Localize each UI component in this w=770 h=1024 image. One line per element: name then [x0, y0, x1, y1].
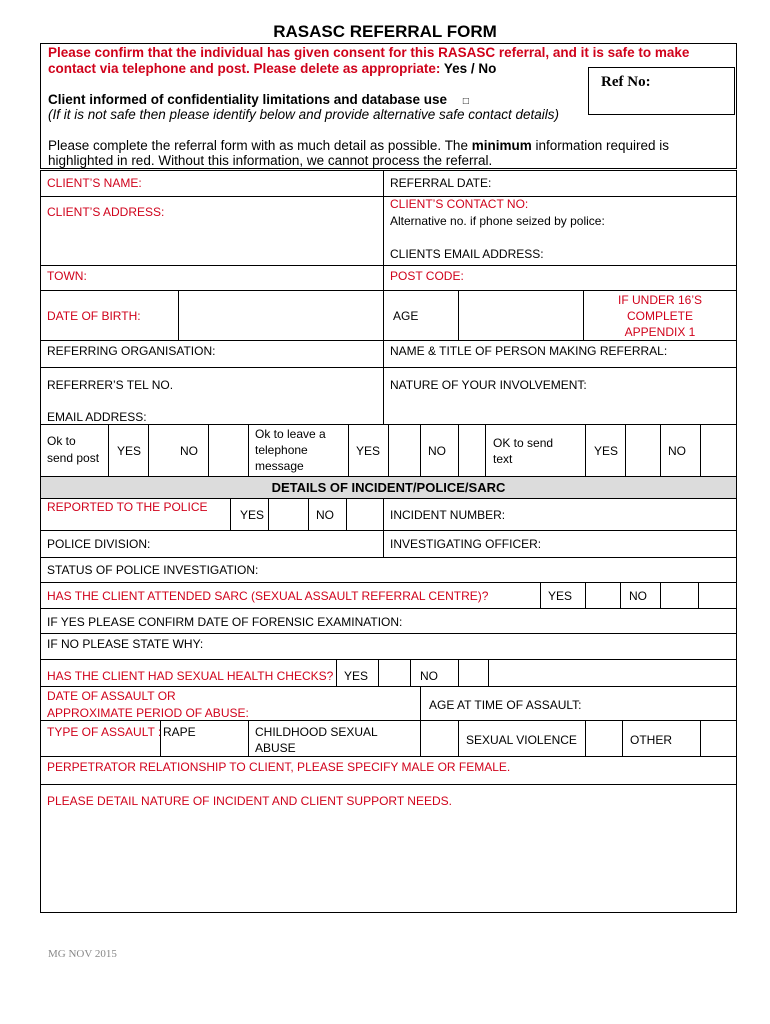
instruction-c: information required is [531, 138, 670, 153]
investigating-officer-label[interactable]: INVESTIGATING OFFICER: [390, 537, 542, 551]
consent-line-2: contact via telephone and post. Please delete as appropriate: [48, 61, 441, 76]
health-checks-question: HAS THE CLIENT HAD SEXUAL HEALTH CHECKS? [47, 669, 334, 683]
consent-line-1: Please confirm that the individual has given consent for this RASASC referral, and it is safe to make [48, 45, 690, 60]
ok-post-no[interactable]: NO [180, 444, 198, 458]
footer-version: MG NOV 2015 [48, 948, 117, 960]
date-assault-line-1: DATE OF ASSAULT OR [47, 689, 176, 703]
ok-post-yes[interactable]: YES [117, 444, 142, 458]
age-label[interactable]: AGE [393, 309, 419, 323]
ok-text-line-1: OK to send [493, 436, 554, 450]
instruction-minimum: minimum [471, 138, 532, 153]
health-checks-yes[interactable]: YES [344, 669, 369, 683]
post-code-label[interactable]: POST CODE: [390, 269, 464, 283]
under-16-line-3: APPENDIX 1 [624, 325, 696, 339]
reported-police-no[interactable]: NO [316, 508, 334, 522]
name-title-label[interactable]: NAME & TITLE OF PERSON MAKING REFERRAL: [390, 344, 668, 358]
ref-no-label: Ref No: [601, 74, 651, 90]
why-not-label[interactable]: IF NO PLEASE STATE WHY: [47, 637, 204, 651]
confidentiality-checkbox[interactable]: □ [462, 96, 469, 107]
forensic-date-label[interactable]: IF YES PLEASE CONFIRM DATE OF FORENSIC EXAMINATION: [47, 615, 403, 629]
incident-banner-title: DETAILS OF INCIDENT/POLICE/SARC [271, 480, 506, 495]
not-safe-note: (If it is not safe then please identify below and provide alternative safe contact details) [48, 107, 560, 122]
consent-yes-no[interactable]: Yes / No [443, 61, 497, 76]
ok-text-no[interactable]: NO [668, 444, 686, 458]
assault-type-csa-line-2[interactable]: ABUSE [255, 741, 296, 755]
health-checks-no[interactable]: NO [420, 669, 438, 683]
sarc-no[interactable]: NO [629, 589, 647, 603]
form-title: RASASC REFERRAL FORM [273, 22, 497, 41]
sarc-yes[interactable]: YES [548, 589, 573, 603]
client-contact-label[interactable]: CLIENT’S CONTACT NO: [390, 197, 529, 211]
ok-tel-yes[interactable]: YES [356, 444, 381, 458]
email-label[interactable]: EMAIL ADDRESS: [47, 410, 147, 424]
under-16-line-2: COMPLETE [626, 309, 693, 323]
ok-tel-line-2: telephone [255, 443, 308, 457]
incident-number-label[interactable]: INCIDENT NUMBER: [390, 508, 506, 522]
police-status-label[interactable]: STATUS OF POLICE INVESTIGATION: [47, 563, 259, 577]
ok-text-line-2: text [493, 452, 513, 466]
under-16-line-1: IF UNDER 16’S [617, 293, 703, 307]
alt-number-label[interactable]: Alternative no. if phone seized by police: [390, 214, 605, 228]
incident-nature-label[interactable]: PLEASE DETAIL NATURE OF INCIDENT AND CLIENT SUPPORT NEEDS. [47, 794, 452, 808]
confidentiality-label: Client informed of confidentiality limitations and database use [48, 92, 448, 107]
assault-type-other[interactable]: OTHER [630, 733, 672, 747]
assault-type-csa-line-1[interactable]: CHILDHOOD SEXUAL [255, 725, 378, 739]
ok-tel-line-1: Ok to leave a [255, 427, 326, 441]
ok-post-line-2: send post [47, 451, 100, 465]
referrer-tel-label[interactable]: REFERRER’S TEL NO. [47, 378, 174, 392]
ok-tel-line-3: message [255, 459, 304, 473]
reported-police-yes[interactable]: YES [240, 508, 265, 522]
ref-no-box[interactable] [588, 67, 735, 115]
ok-post-line-1: Ok to [47, 434, 76, 448]
referring-org-label[interactable]: REFERRING ORGANISATION: [47, 344, 216, 358]
date-assault-line-2: APPROXIMATE PERIOD OF ABUSE: [47, 706, 249, 720]
age-at-assault-label[interactable]: AGE AT TIME OF ASSAULT: [429, 698, 582, 712]
under-16-note [584, 292, 736, 340]
instruction-d: highlighted in red. Without this information, we cannot process the referral. [48, 153, 493, 168]
dob-label[interactable]: DATE OF BIRTH: [47, 309, 141, 323]
referral-date-label[interactable]: REFERRAL DATE: [390, 176, 492, 190]
assault-type-sexual-violence[interactable]: SEXUAL VIOLENCE [466, 733, 577, 747]
town-label[interactable]: TOWN: [47, 269, 87, 283]
assault-type-label: TYPE OF ASSAULT : [47, 725, 162, 739]
ok-tel-no[interactable]: NO [428, 444, 446, 458]
police-division-label[interactable]: POLICE DIVISION: [47, 537, 151, 551]
client-address-label[interactable]: CLIENT’S ADDRESS: [47, 205, 165, 219]
assault-type-rape[interactable]: RAPE [163, 725, 196, 739]
sarc-question: HAS THE CLIENT ATTENDED SARC (SEXUAL ASSAULT REFERRAL CENTRE)? [47, 589, 489, 603]
perpetrator-label[interactable]: PERPETRATOR RELATIONSHIP TO CLIENT, PLEASE SPECIFY MALE OR FEMALE. [47, 760, 511, 774]
client-email-label[interactable]: CLIENTS EMAIL ADDRESS: [390, 247, 544, 261]
client-name-label[interactable]: CLIENT’S NAME: [47, 176, 142, 190]
involvement-label[interactable]: NATURE OF YOUR INVOLVEMENT: [390, 378, 587, 392]
ok-text-yes[interactable]: YES [594, 444, 619, 458]
reported-police-label: REPORTED TO THE POLICE [47, 500, 208, 514]
instruction-a: Please complete the referral form with as much detail as possible. The [48, 138, 472, 153]
